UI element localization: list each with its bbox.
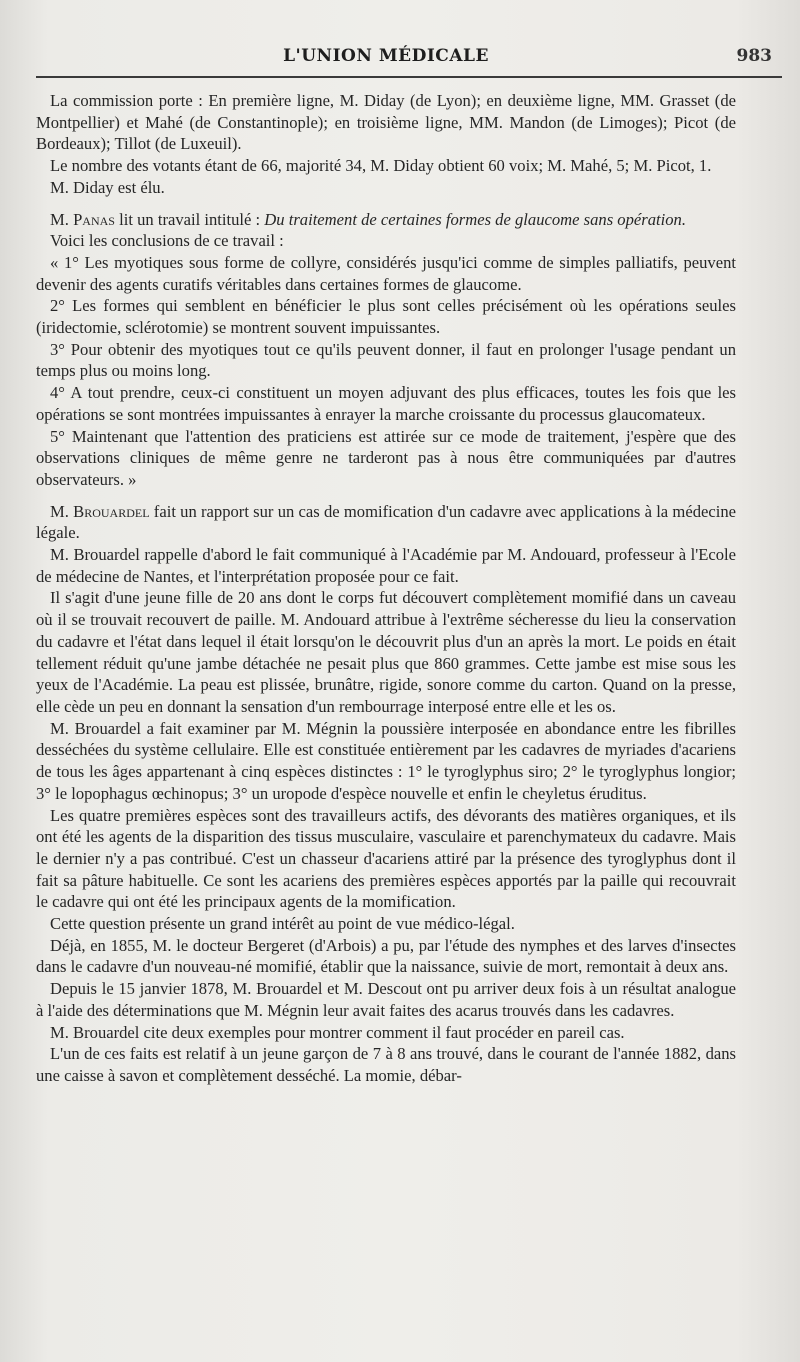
paragraph: 3° Pour obtenir des myotiques tout ce qu'ils peuvent donner, il faut en prolonger l'usage pendant un temps plus ou moins long. bbox=[36, 339, 736, 381]
paragraph: Cette question présente un grand intérêt au point de vue médico-légal. bbox=[50, 914, 515, 934]
paragraph: L'un de ces faits est relatif à un jeune garçon de 7 à 8 ans trouvé, dans le courant de l'année 1882, dans une caisse à savon et complètement desséché. La momie, débar- bbox=[36, 1044, 736, 1085]
author-name: Panas bbox=[73, 209, 115, 229]
paragraph: M. Brouardel cite deux exemples pour montrer comment il faut procéder en pareil cas. bbox=[50, 1022, 625, 1042]
paragraph: Voici les conclusions de ce travail : bbox=[50, 231, 284, 251]
paragraph bbox=[36, 501, 736, 544]
header-rule bbox=[36, 76, 782, 78]
paragraph: Le nombre des votants étant de 66, majorité 34, M. Diday obtient 60 voix; M. Mahé, 5; M. Picot, 1. bbox=[50, 156, 712, 176]
journal-title: L'UNION MÉDICALE bbox=[283, 46, 489, 66]
paragraph-text: fait un rapport sur un cas de momification d'un cadavre avec applications à la médecine légale. bbox=[36, 501, 736, 543]
paragraph: La commission porte : En première ligne, M. Diday (de Lyon); en deuxième ligne, MM. Grasset (de Montpellier) et Mahé (de Constantinople); en troisième ligne, MM. Mandon (de Limoges); Picot (de Bordeaux); Tillot (de Luxeuil). bbox=[36, 91, 736, 154]
paragraph: Depuis le 15 janvier 1878, M. Brouardel et M. Descout ont pu arriver deux fois à un résultat analogue à l'aide des déterminations que M. Mégnin leur avait faites des acarus trouvés dans les cadavres. bbox=[36, 979, 736, 1020]
paragraph: Déjà, en 1855, M. le docteur Bergeret (d'Arbois) a pu, par l'étude des nymphes et des larves d'insectes dans le cadavre d'un nouveau-né momifié, établir que la naissance, suivie de mort, remontait à deux ans. bbox=[36, 935, 736, 977]
work-title: Du traitement de certaines formes de glaucome sans opération. bbox=[264, 209, 686, 229]
paragraph: 4° A tout prendre, ceux-ci constituent un moyen adjuvant des plus efficaces, toutes les fois que les opérations se sont montrées impuissantes à enrayer la marche croissante du processus glaucomateux. bbox=[36, 383, 736, 424]
paragraph: 5° Maintenant que l'attention des praticiens est attirée sur ce mode de traitement, j'espère que des observations cliniques de même genre ne tarderont pas à nous être communiquées par d'autres observateurs. » bbox=[36, 426, 736, 489]
paragraph-text: M. bbox=[50, 209, 74, 229]
paragraph: M. Diday est élu. bbox=[50, 177, 165, 197]
paragraph: « 1° Les myotiques sous forme de collyre, considérés jusqu'ici comme de simples palliatifs, peuvent devenir des agents curatifs véritables dans certaines formes de glaucome. bbox=[36, 252, 736, 294]
page-number: 983 bbox=[736, 46, 772, 66]
paragraph: 2° Les formes qui semblent en bénéficier le plus sont celles précisément où les opérations seules (iridectomie, sclérotomie) se montrent souvent impuissantes. bbox=[36, 296, 736, 338]
running-head bbox=[36, 0, 772, 84]
paragraph-text: lit un travail intitulé : bbox=[114, 209, 265, 229]
paragraph: Il s'agit d'une jeune fille de 20 ans dont le corps fut découvert complètement momifié dans un caveau où il se trouvait recouvert de paille. M. Andouard attribue à l'extrême sécheresse du lieu la conservation du cadavre et l'état dans lequel il était lorsqu'on le découvrit plus d'un an après la mort. Le poids en était tellement réduit qu'une jambe détachée ne pesait plus que 860 grammes. Cette jambe est mise sous les yeux de l'Académie. La peau est plissée, brunâtre, rigide, sonore comme du carton. Quand on la presse, elle cède un peu en donnant la sensation d'un rembourrage interposé entre elle et les os. bbox=[36, 588, 736, 716]
body-text bbox=[36, 90, 736, 1087]
paragraph: M. Brouardel a fait examiner par M. Mégnin la poussière interposée en abondance entre les fibrilles desséchées du système cellulaire. Elle est constituée entièrement par les cadavres de myriades d'acariens de tous les âges appartenant à cinq espèces distinctes : 1° le tyroglyphus siro; 2° le tyroglyphus longior; 3° le lopophagus œchinopus; 3° un uropode d'espèce nouvelle et enfin le cheyletus éruditus. bbox=[36, 718, 736, 803]
paragraph-text: M. bbox=[50, 501, 74, 521]
paragraph: M. Brouardel rappelle d'abord le fait communiqué à l'Académie par M. Andouard, professeur à l'Ecole de médecine de Nantes, et l'interprétation proposée pour ce fait. bbox=[36, 545, 736, 586]
author-name: Brouardel bbox=[73, 501, 150, 521]
paragraph bbox=[36, 209, 736, 231]
paragraph: Les quatre premières espèces sont des travailleurs actifs, des dévorants des matières organiques, et ils ont été les agents de la disparition des tissus musculaire, vasculaire et parenchymateux du cadavre. Mais le dernier n'y a pas contribué. C'est un chasseur d'acariens attiré par la présence des tyroglyphus dont il fait sa pâture habituelle. Ce sont les acariens des premières espèces apportés par la paille qui recouvrait le cadavre qui ont été les principaux agents de la momification. bbox=[36, 805, 736, 912]
